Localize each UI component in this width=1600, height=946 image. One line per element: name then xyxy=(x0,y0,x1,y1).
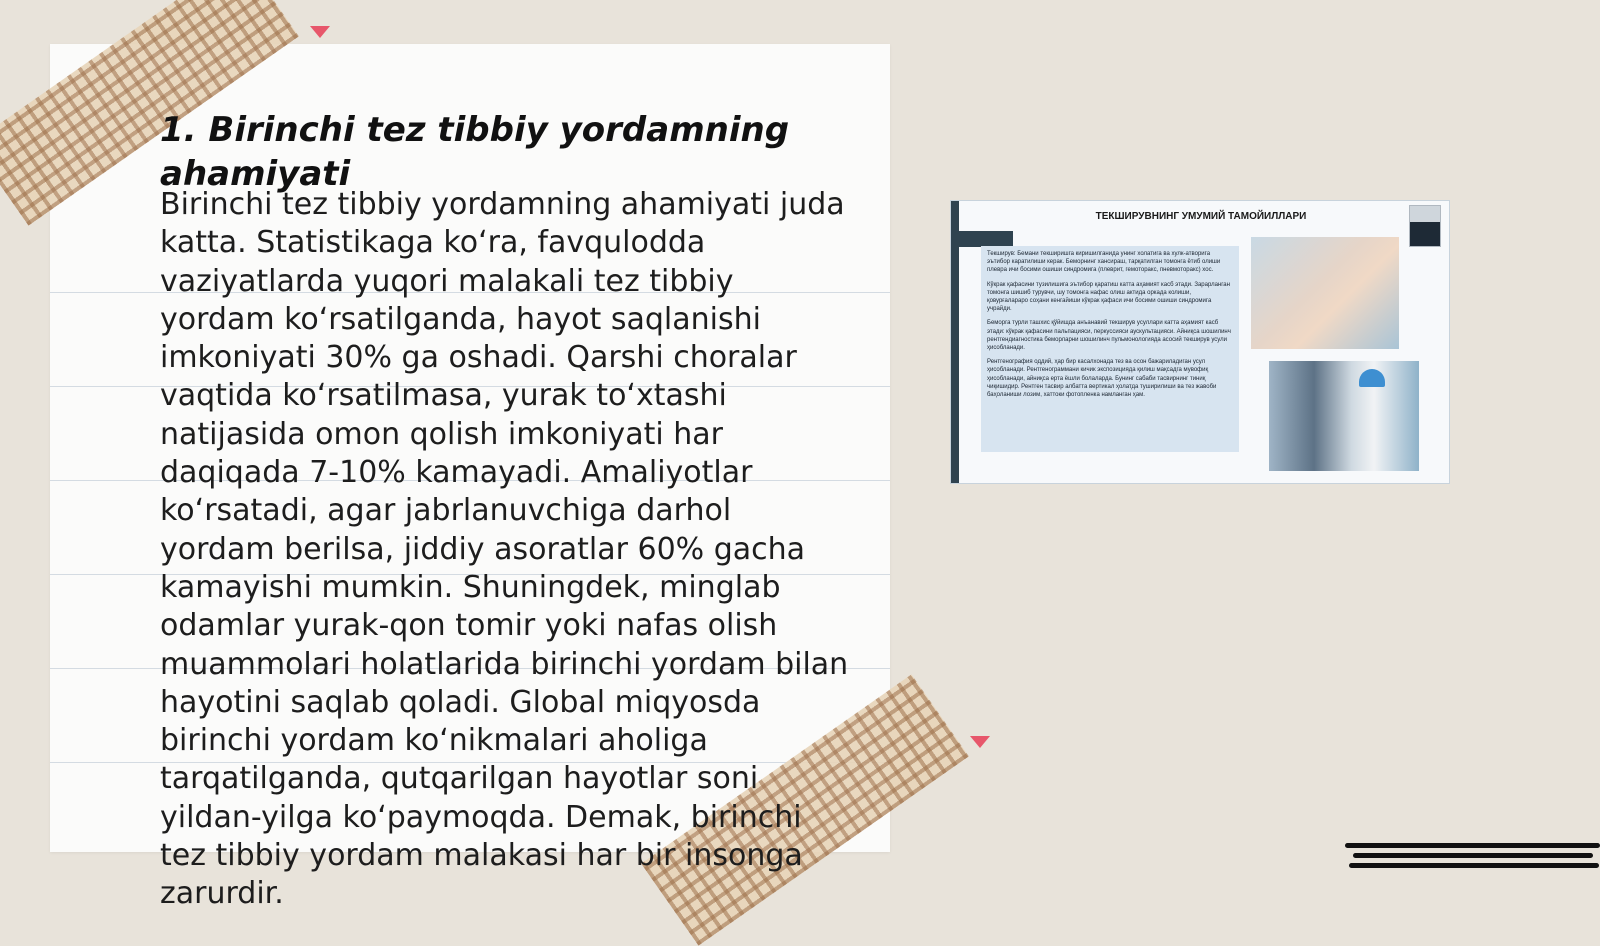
xray-doctor-photo xyxy=(1269,361,1419,471)
doctor-child-photo xyxy=(1251,237,1399,349)
body-paragraph: Birinchi tez tibbiy yordamning ahamiyati juda katta. Statistikaga ko‘ra, favqulodda vaziyatlarda yuqori malakali tez tibbiy yordam ko‘rsatilganda, hayot saqlanishi imkoniyati 30% ga oshadi. Qarshi choralar vaqtida ko‘rsatilmasa, yurak to‘xtashi natijasida omon qolish imkoniyati har daqiqada 7-10% kamayadi. Amaliyotlar ko‘rsatadi, agar jabrlanuvchiga darhol yordam berilsa, jiddiy asoratlar 60% gacha kamayishi mumkin. Shuningdek, minglab odamlar yurak-qon tomir yoki nafas olish muammolari holatlarida birinchi yordam bilan hayotini saqlab qoladi. Global miqyosda birinchi yordam ko‘nikmalari aholiga tarqatilganda, qutqarilgan hayotlar soni yildan-yilga ko‘paymoqda. Demak, birinchi tez tibbiy yordam malakasi har bir insonga zarurdir. xyxy=(160,187,849,912)
presenter-photo xyxy=(1409,205,1441,247)
slide-paragraph: Текширув: Бемани текширишга киришилганида унинг холатига ва хулк-атворига эътибор каратилиши керак. Беморнинг хансираш, тарқатилган томонга ётиб олиши плевра ичи босими ошиши синдромига (плеврит, гемоторакс, пневмоторакс) хос. xyxy=(987,251,1221,274)
slide-paragraph: Рентгенография оддий, ҳар бир касалхонада тез ва осон бажариладиган усул ҳисобланади. Рентгенограммани кичик экспозицияда қилиш мақсадга мувофиқ ҳисобланади, айниқса ерта ёшли болаларда. Бунинг сабаби тасвирнинг тиниқ чиқишидир. Рентген тасвир албатта вертикал ҳолатда туширилиши ва тез жавоби баҳоланиши лозим, хаттоки фотопленка намланган ҳам. xyxy=(987,359,1217,399)
slide-accent-tab xyxy=(951,231,1013,247)
decorative-line xyxy=(1353,853,1593,858)
slide-paragraph: Беморга турли ташхис қўйишда анъанавий текширув усуллари катта аҳамият касб этади: кўкрак қафасини пальпацияси, перкуссияси аускультацияси. Айниқса шошилинч рентгендиагностика беморларни шошилинч пульмонологияда асосий текширув усули ҳисобланади. xyxy=(987,320,1231,352)
surgical-cap-shape xyxy=(1359,369,1385,387)
slide-heading: ТЕКШИРУВНИНГ УМУМИЙ ТАМОЙИЛЛАРИ xyxy=(1095,211,1307,222)
decorative-lines xyxy=(1345,843,1600,873)
embedded-slide-image xyxy=(950,200,1450,484)
slide-text-box xyxy=(981,246,1239,452)
slide-paragraph: Кўкрак қафасини тузилишига эътибор қаратиш катта аҳамият касб этади. Зарарланган томонга шишиб турувчи, шу томонга нафас олиш актида оркада колиши, қовурғалараро соҳани кенгайиши кўкрак қафаси ичи босими ошиши синдромига учрайди. xyxy=(987,281,1230,313)
pin-icon xyxy=(970,736,990,748)
decorative-line xyxy=(1345,843,1600,848)
pin-icon xyxy=(310,26,330,38)
slide-title: 1. Birinchi tez tibbiy yordamning ahamiyati xyxy=(160,110,790,194)
decorative-line xyxy=(1349,863,1599,868)
